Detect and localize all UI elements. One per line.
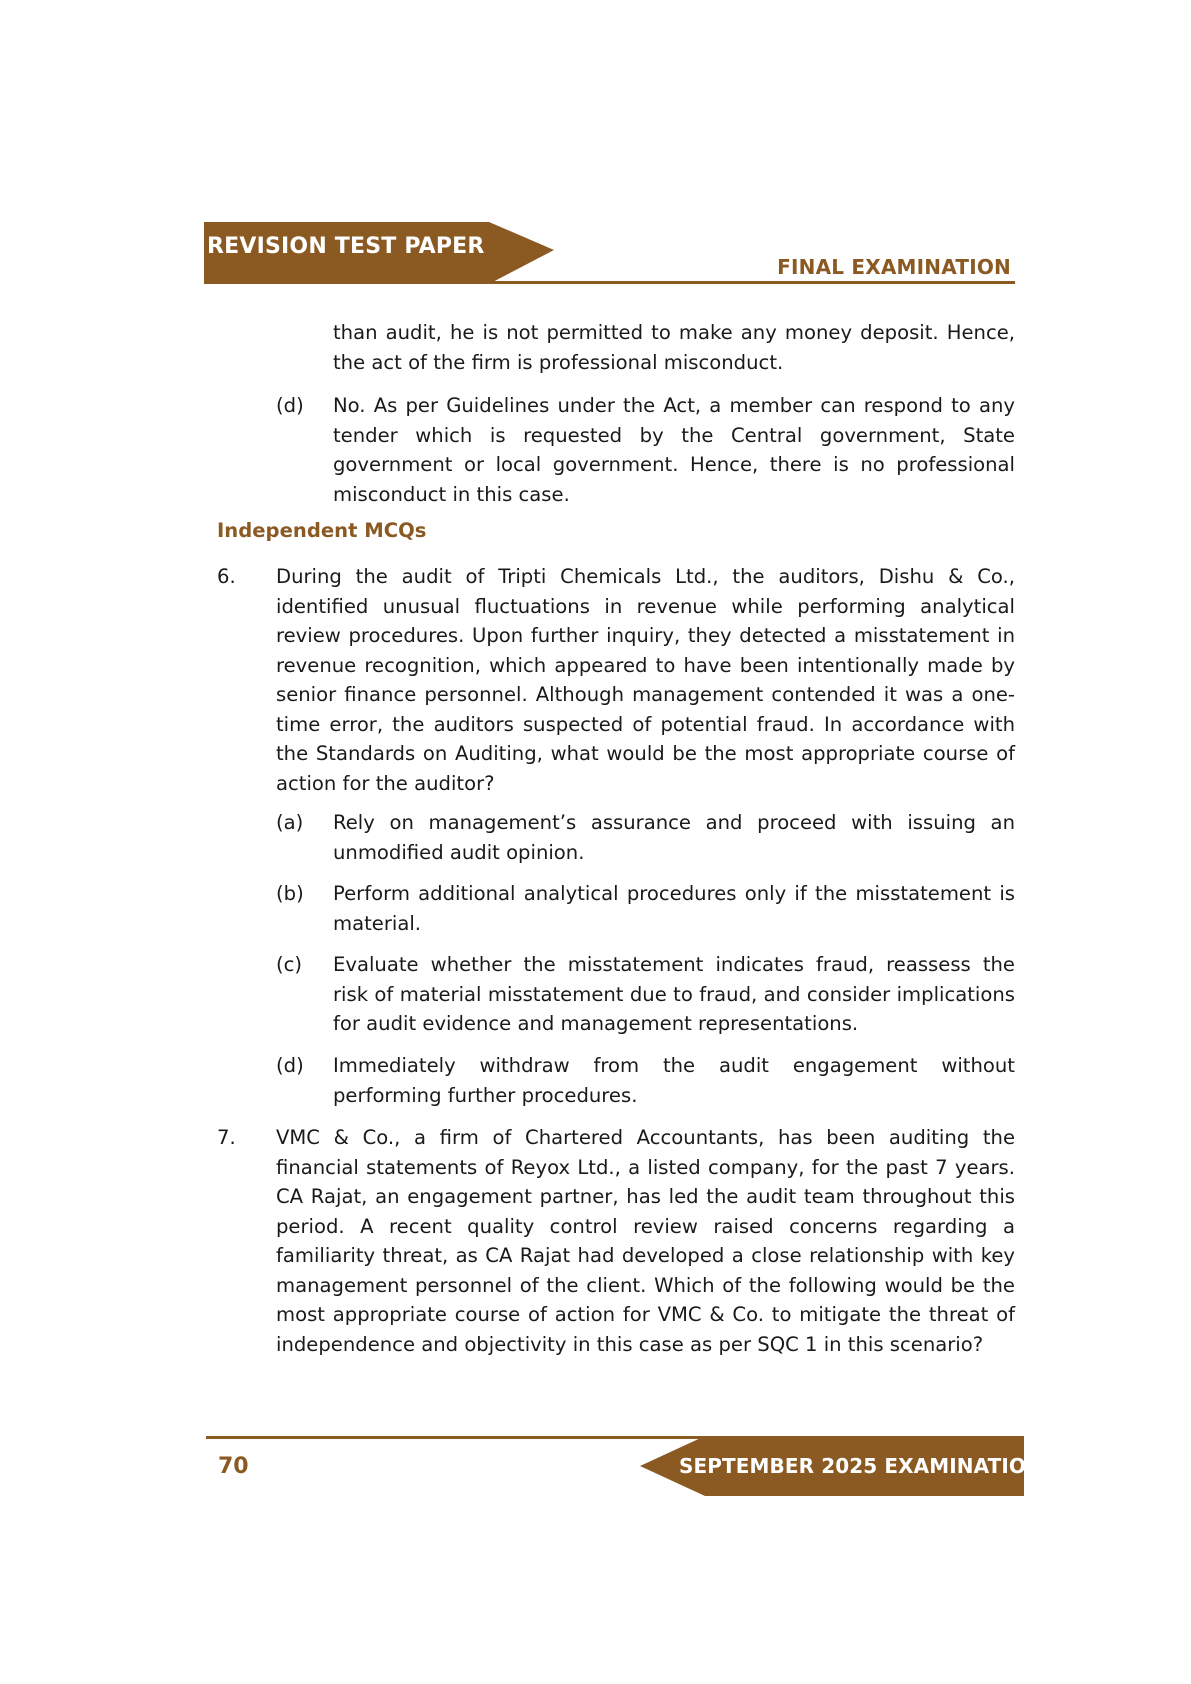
prev-option-d-text: No. As per Guidelines under the Act, a member can respond to any tender which is requested by the Central government, State government or local government. Hence, there is no professional misconduct in this case. <box>333 394 1015 506</box>
page-number: 70 <box>218 1454 249 1479</box>
header-rule <box>204 281 1015 284</box>
q6-option-a-text: Rely on management’s assurance and proceed with issuing an unmodified audit opinion. <box>333 811 1015 864</box>
question-7-text: VMC & Co., a firm of Chartered Accountants, has been auditing the financial statements of Reyox Ltd., a listed company, for the past 7 years. CA Rajat, an engagement partner, has led the audit team throughout this period. A recent quality control review raised concerns regarding a familiarity threat, as CA Rajat had developed a close relationship with key management personnel of the client. Which of the following would be the most appropriate course of action for VMC & Co. to mitigate the threat of independence and objectivity in this case as per SQC 1 in this scenario? <box>276 1126 1015 1356</box>
q6-option-b-label: (b) <box>276 882 304 905</box>
footer-exam-title: SEPTEMBER 2025 EXAMINATION <box>679 1454 1043 1478</box>
question-6-number: 6. <box>217 565 236 588</box>
q6-option-b-text: Perform additional analytical procedures only if the misstatement is material. <box>333 882 1015 935</box>
q6-option-d-text: Immediately withdraw from the audit engagement without performing further procedures. <box>333 1054 1015 1107</box>
prev-option-d-label: (d) <box>276 394 304 417</box>
q6-option-c-text: Evaluate whether the misstatement indicates fraud, reassess the risk of material misstatement due to fraud, and consider implications for audit evidence and management representations. <box>333 953 1015 1035</box>
header-left-title: REVISION TEST PAPER <box>207 234 485 259</box>
question-6-text: During the audit of Tripti Chemicals Ltd., the auditors, Dishu & Co., identified unusual fluctuations in revenue while performing analytical review procedures. Upon further inquiry, they detected a misstatement in revenue recognition, which appeared to have been intentionally made by senior finance personnel. Although management contended it was a one-time error, the auditors suspected of potential fraud. In accordance with the Standards on Auditing, what would be the most appropriate course of action for the auditor? <box>276 565 1015 795</box>
q6-option-c-label: (c) <box>276 953 303 976</box>
q6-option-a-label: (a) <box>276 811 304 834</box>
section-heading: Independent MCQs <box>217 519 427 542</box>
q6-option-d-label: (d) <box>276 1054 304 1077</box>
header-right-title: FINAL EXAMINATION <box>777 255 1011 279</box>
question-7-number: 7. <box>217 1126 236 1149</box>
continuation-paragraph: than audit, he is not permitted to make any money deposit. Hence, the act of the firm is professional misconduct. <box>333 321 1015 374</box>
